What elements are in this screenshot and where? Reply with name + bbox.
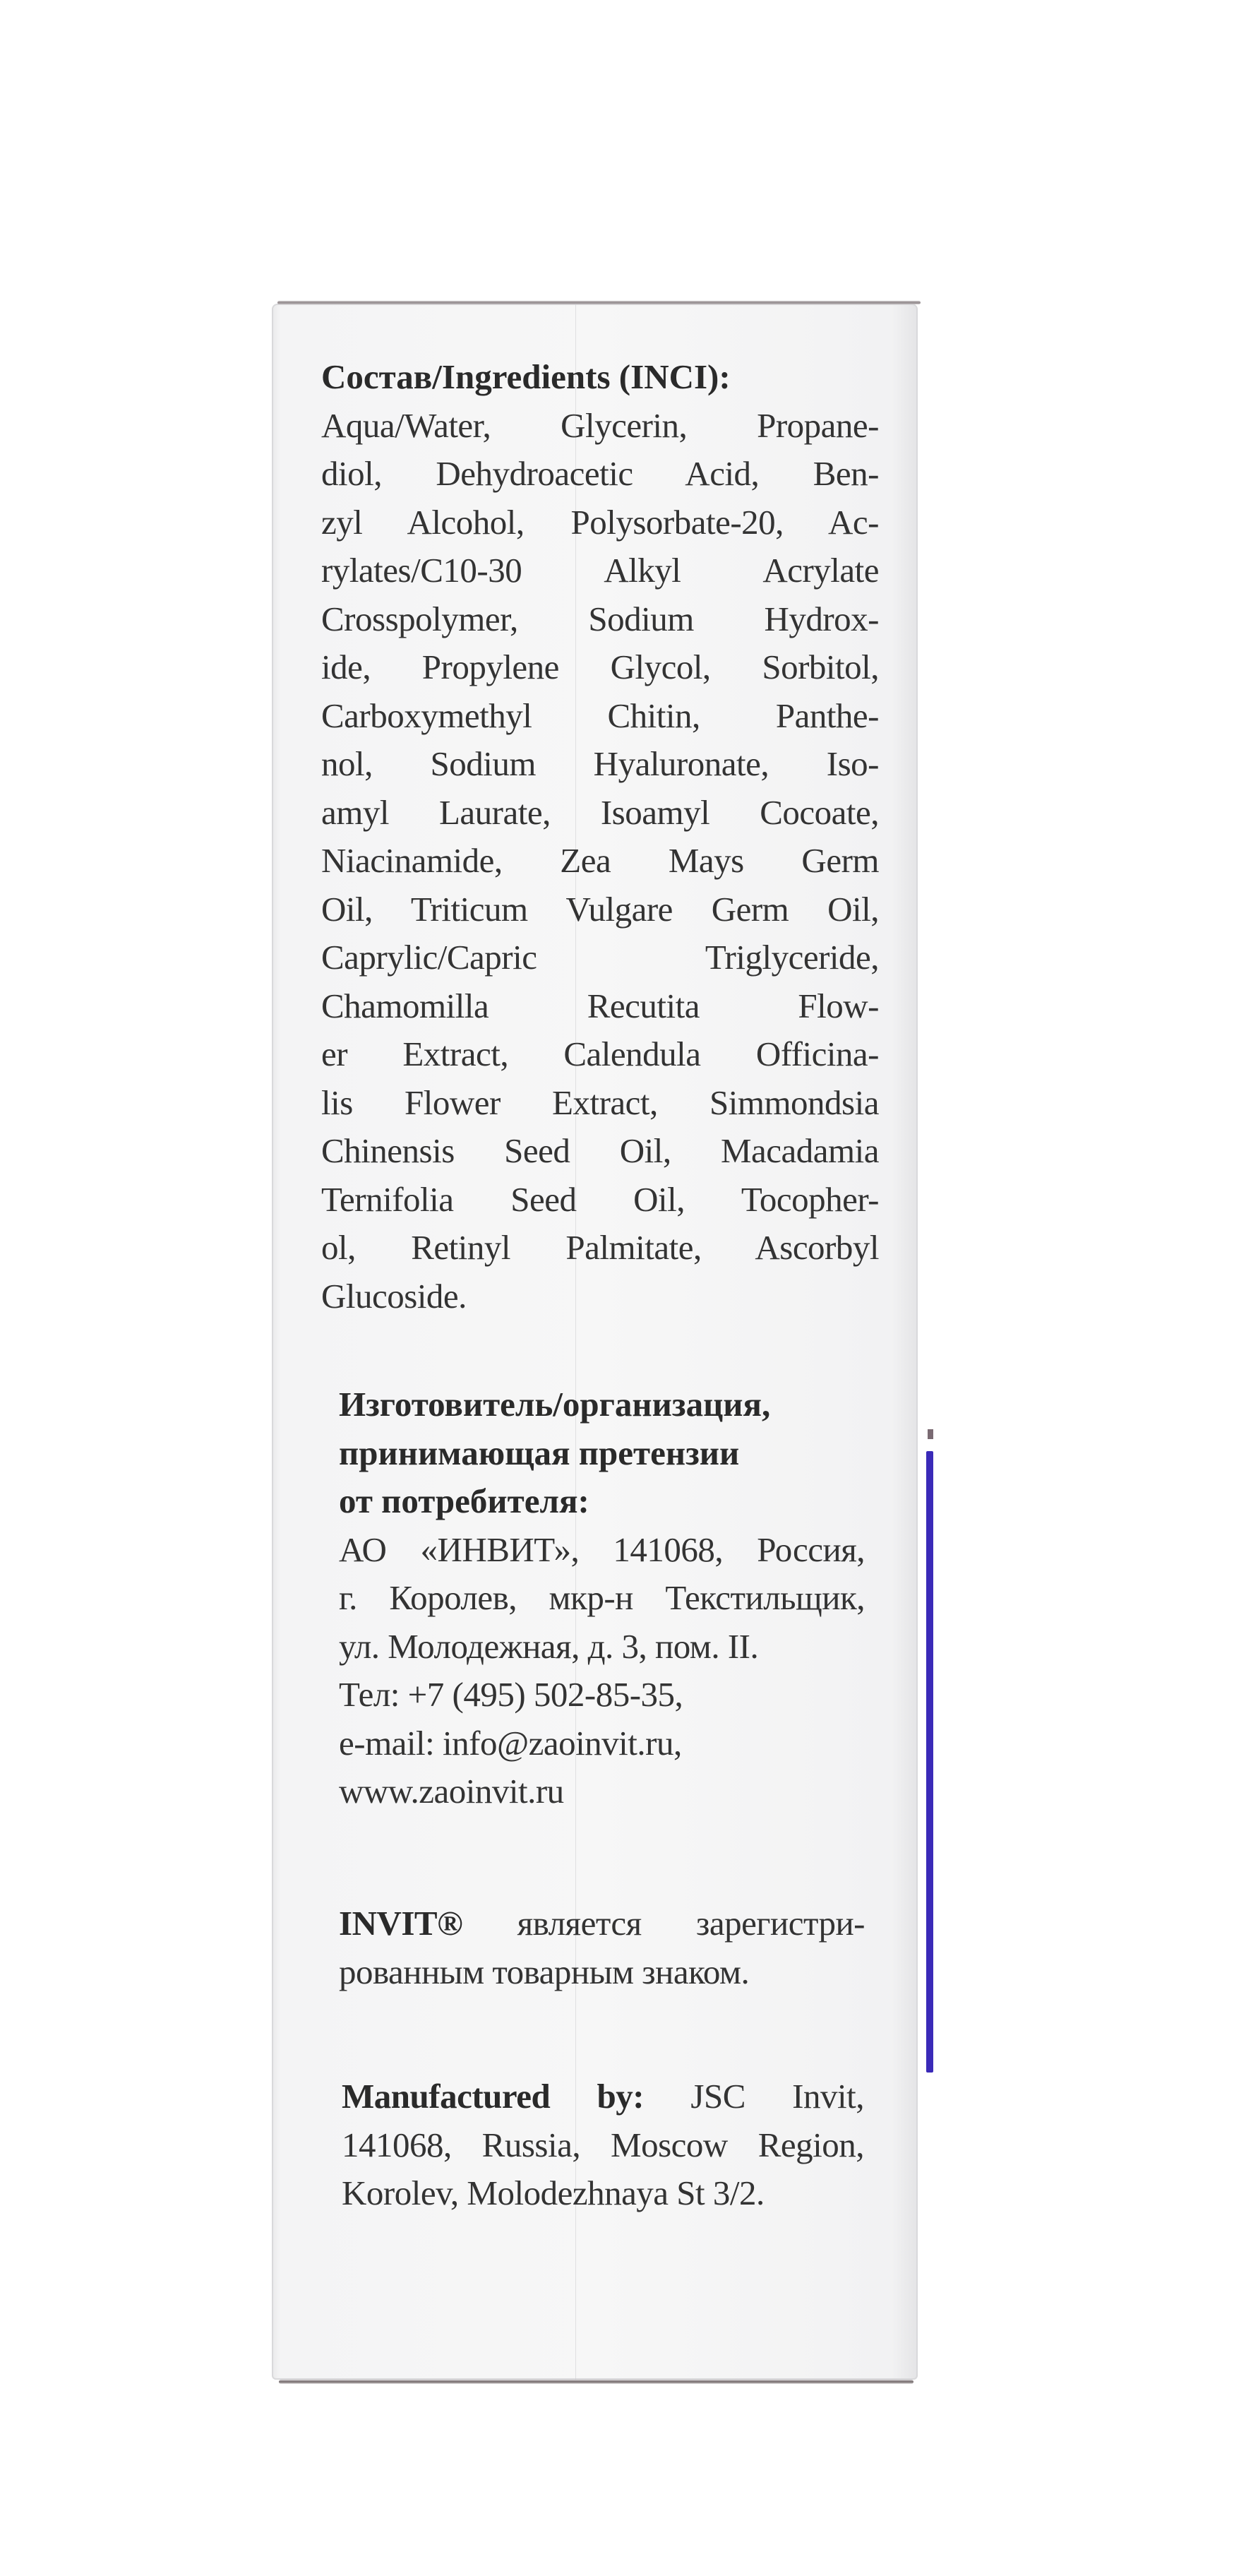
box-top-edge (277, 301, 921, 304)
ingredients-line: Crosspolymer, Sodium Hydrox- (321, 599, 879, 638)
manufactured-by-company: JSC Invit, (644, 2077, 864, 2116)
trademark-line-1 (339, 1900, 865, 1948)
manufactured-by-line-2: 141068, Russia, Moscow Region, (342, 2125, 864, 2164)
manufactured-by-label: Manufactured by: (342, 2077, 645, 2116)
manufacturer-website: www.zaoinvit.ru (339, 1772, 564, 1811)
ingredients-line: Glucoside. (321, 1276, 467, 1316)
accent-tick (928, 1429, 933, 1439)
trademark-section (339, 1900, 865, 1996)
ingredients-line: rylates/C10-30 Alkyl Acrylate (321, 551, 879, 590)
ingredients-line: Chamomilla Recutita Flow- (321, 986, 879, 1025)
manufacturer-phone: Тел: +7 (495) 502-85-35, (339, 1675, 683, 1714)
ingredients-line: Aqua/Water, Glycerin, Propane- (321, 405, 879, 445)
ingredients-line: er Extract, Calendula Officina- (321, 1034, 879, 1073)
ingredients-line: Ternifolia Seed Oil, Tocopher- (321, 1179, 879, 1219)
manufacturer-address-line: г. Королев, мкр-н Текстильщик, (339, 1578, 865, 1617)
manufacturer-heading-line: принимающая претензии (339, 1433, 740, 1472)
ingredients-line: amyl Laurate, Isoamyl Cocoate, (321, 792, 879, 832)
ingredients-line: nol, Sodium Hyaluronate, Iso- (321, 744, 879, 783)
ingredients-line: Caprylic/Capric Triglyceride, (321, 938, 879, 977)
ingredients-line: ol, Retinyl Palmitate, Ascorbyl (321, 1228, 879, 1267)
ingredients-heading: Состав/Ingredients (INCI): (321, 357, 731, 396)
manufacturer-heading-line: от потребителя: (339, 1481, 589, 1520)
manufactured-by-line-1 (342, 2073, 864, 2121)
box-bottom-edge (279, 2380, 913, 2384)
ingredients-line: lis Flower Extract, Simmondsia (321, 1083, 879, 1122)
manufacturer-email: e-mail: info@zaoinvit.ru, (339, 1723, 682, 1763)
manufactured-by-section (342, 2073, 864, 2218)
manufacturer-heading-line: Изготовитель/организация, (339, 1385, 771, 1424)
manufacturer-address-line: ул. Молодежная, д. 3, пом. II. (339, 1626, 759, 1666)
ingredients-line: Chinensis Seed Oil, Macadamia (321, 1131, 879, 1170)
brand-name: INVIT® (339, 1904, 463, 1943)
ingredients-line: zyl Alcohol, Polysorbate-20, Ac- (321, 502, 879, 542)
manufacturer-address-line: АО «ИНВИТ», 141068, Россия, (339, 1530, 865, 1569)
ingredients-line: Oil, Triticum Vulgare Germ Oil, (321, 889, 879, 929)
accent-strip (926, 1451, 933, 2073)
trademark-line-2: рованным товарным знаком. (339, 1952, 750, 1991)
ingredients-line: ide, Propylene Glycol, Sorbitol, (321, 648, 879, 686)
ingredients-section (321, 353, 879, 1320)
trademark-text: является зарегистри- (462, 1904, 865, 1943)
ingredients-line: diol, Dehydroacetic Acid, Ben- (321, 454, 879, 493)
ingredients-line: Niacinamide, Zea Mays Germ (321, 841, 879, 880)
manufacturer-section (339, 1381, 865, 1816)
manufactured-by-line-3: Korolev, Molodezhnaya St 3/2. (342, 2174, 765, 2212)
ingredients-line: Carboxymethyl Chitin, Panthe- (321, 696, 879, 735)
